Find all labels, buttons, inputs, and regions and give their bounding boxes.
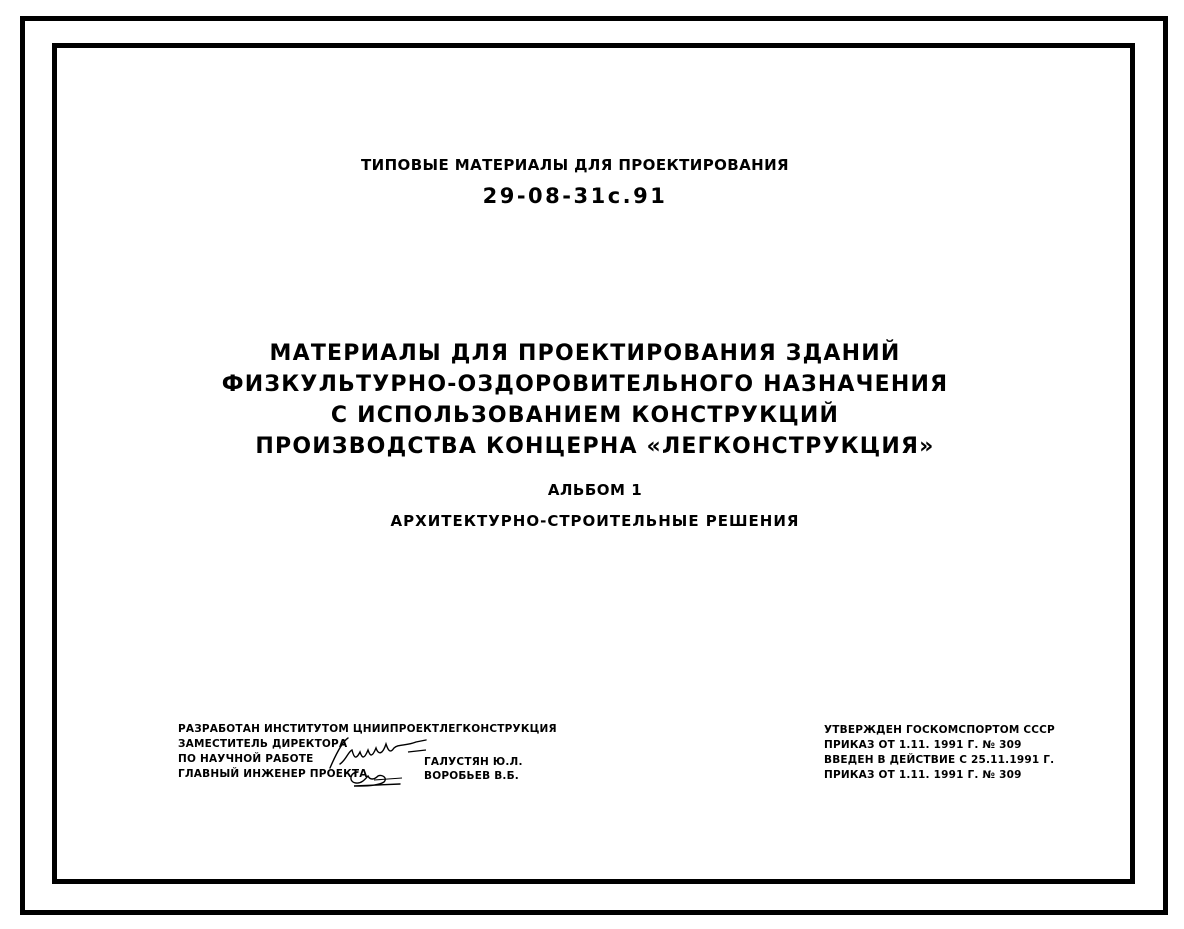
series-code: 29-08-31с.91 <box>482 184 668 208</box>
series-label: ТИПОВЫЕ МАТЕРИАЛЫ ДЛЯ ПРОЕКТИРОВАНИЯ <box>361 156 789 174</box>
approval-line-2: ПРИКАЗ ОТ 1.11. 1991 Г. № 309 <box>824 739 1022 751</box>
approval-line-3: ВВЕДЕН В ДЕЙСТВИЕ С 25.11.1991 Г. <box>824 754 1055 766</box>
title-line-1: МАТЕРИАЛЫ ДЛЯ ПРОЕКТИРОВАНИЯ ЗДАНИЙ <box>269 341 901 366</box>
deputy-name: ГАЛУСТЯН Ю.Л. <box>424 756 523 768</box>
chief-engineer-name: ВОРОБЬЕВ В.Б. <box>424 770 519 782</box>
title-line-2: ФИЗКУЛЬТУРНО-ОЗДОРОВИТЕЛЬНОГО НАЗНАЧЕНИЯ <box>221 372 949 397</box>
approval-line-4: ПРИКАЗ ОТ 1.11. 1991 Г. № 309 <box>824 769 1022 781</box>
title-line-3: С ИСПОЛЬЗОВАНИЕМ КОНСТРУКЦИЙ <box>330 403 840 428</box>
chief-engineer-title: ГЛАВНЫЙ ИНЖЕНЕР ПРОЕКТА <box>178 768 368 780</box>
album-label: АЛЬБОМ 1 <box>547 481 643 499</box>
signature-2 <box>344 768 406 788</box>
deputy-title-2: ПО НАУЧНОЙ РАБОТЕ <box>178 753 314 765</box>
title-line-4: ПРОИЗВОДСТВА КОНЦЕРНА «ЛЕГКОНСТРУКЦИЯ» <box>255 434 935 459</box>
section-label: АРХИТЕКТУРНО-СТРОИТЕЛЬНЫЕ РЕШЕНИЯ <box>390 512 800 530</box>
developer-line: РАЗРАБОТАН ИНСТИТУТОМ ЦНИИПРОЕКТЛЕГКОНСТРУКЦИЯ <box>178 723 557 735</box>
deputy-title-1: ЗАМЕСТИТЕЛЬ ДИРЕКТОРА <box>178 738 348 750</box>
approval-line-1: УТВЕРЖДЕН ГОСКОМСПОРТОМ СССР <box>824 724 1055 736</box>
